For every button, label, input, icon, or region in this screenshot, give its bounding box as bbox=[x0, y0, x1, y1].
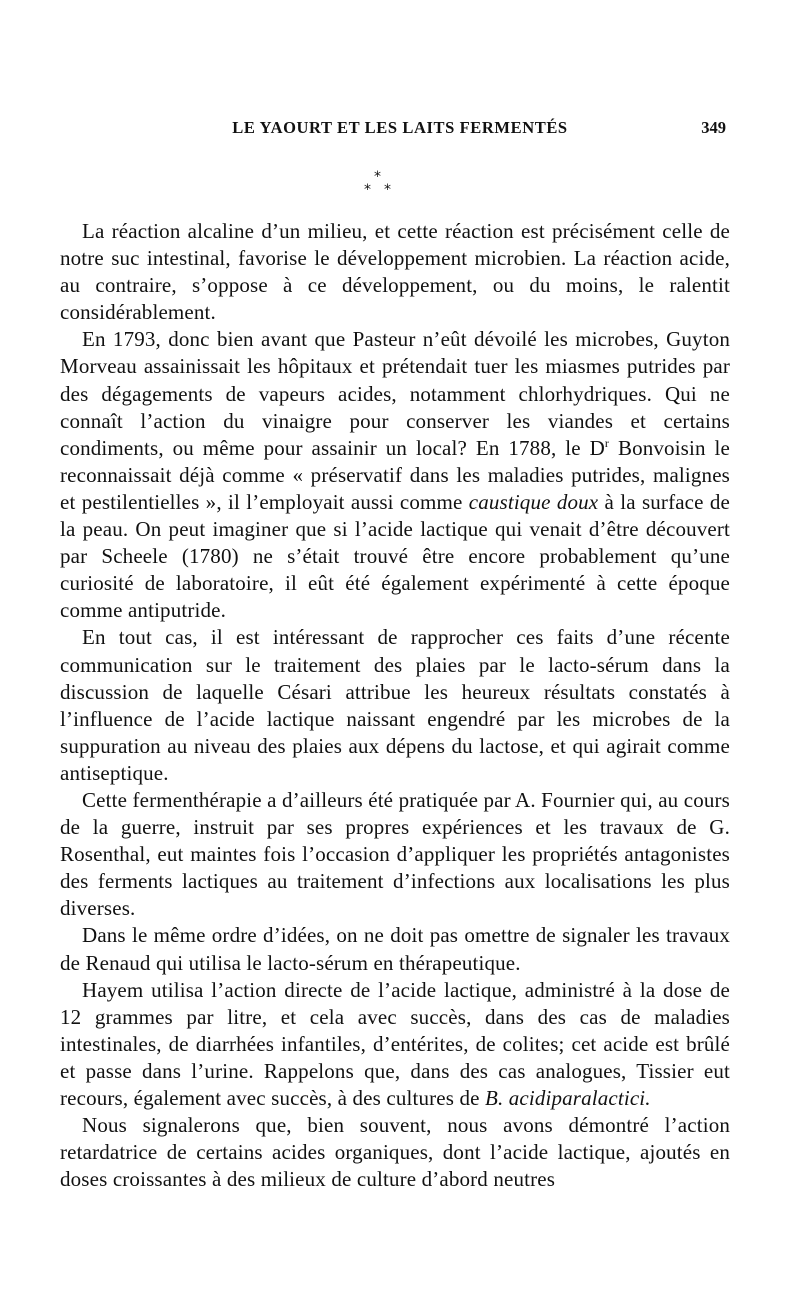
superscript-text: r bbox=[604, 435, 610, 450]
asterism-star: * bbox=[374, 169, 381, 185]
paragraph-text: En 1793, donc bien avant que Pasteur n’eût dévoilé les microbes, Guyton Morveau assainissait les hôpitaux et prétendait tuer les miasmes putrides par des dégagements de vapeurs acides, notamment chlorhydriques. Qui ne connaît l’action du vinaigre pour conserver les viandes et certains condiments, ou même pour assainir un local? En 1788, le D bbox=[60, 327, 730, 460]
asterism-star: * bbox=[384, 182, 391, 198]
body-text bbox=[60, 218, 730, 1193]
paragraph-text: à la surface de la peau. On peut imaginer que si l’acide lactique qui venait d’être découvert par Scheele (1780) ne s’était trouvé être encore probablement qu’une curiosité de laboratoire, il eût été également expérimenté à cette époque comme antiputride. bbox=[60, 489, 731, 623]
paragraph-text: La réaction alcaline d’un milieu, et cette réaction est précisément celle de notre suc intestinal, favorise le développement microbien. La réaction acide, au contraire, s’oppose à ce développement, ou du moins, le ralentit considérablement. bbox=[60, 219, 730, 325]
italic-text: caustique doux bbox=[468, 489, 599, 514]
paragraph bbox=[60, 218, 730, 326]
paragraph-text: Nous signalerons que, bien souvent, nous avons démontré l’action retardatrice de certains acides organiques, dont l’acide lactique, ajoutés en doses croissantes à des milieux de culture d’abord neutres bbox=[60, 1113, 730, 1192]
italic-text: B. acidiparalactici. bbox=[484, 1086, 651, 1110]
paragraph bbox=[60, 1112, 730, 1193]
paragraph-text: Hayem utilisa l’action directe de l’acide lactique, administré à la dose de 12 grammes par litre, et cela avec succès, dans des cas de maladies intestinales, de diarrhées infantiles, d’entérites, de colites; cet acide est brûlé et passe dans l’urine. Rappelons que, dans des cas analogues, Tissier eut recours, également avec succès, à des cultures de bbox=[60, 977, 730, 1110]
paragraph bbox=[60, 326, 730, 624]
running-head bbox=[60, 118, 740, 142]
paragraph bbox=[60, 624, 730, 787]
paragraph-text: En tout cas, il est intéressant de rapprocher ces faits d’une récente communication sur le traitement des plaies par le lacto-sérum dans la discussion de laquelle Césari attribue les heureux résultats constatés à l’influence de l’acide lactique naissant engendré par les microbes de la suppuration au niveau des plaies aux dépens du lactose, et qui agirait comme antiseptique. bbox=[60, 625, 730, 785]
page-number: 349 bbox=[701, 118, 726, 137]
paragraph-text: Dans le même ordre d’idées, on ne doit pas omettre de signaler les travaux de Renaud qui utilisa le lacto-sérum en thérapeutique. bbox=[60, 923, 730, 975]
paragraph bbox=[60, 977, 730, 1112]
paragraph-text: Cette fermenthérapie a d’ailleurs été pratiquée par A. Fournier qui, au cours de la guerre, instruit par ses propres expériences et les travaux de G. Rosenthal, eut maintes fois l’occasion d’appliquer les propriétés antagonistes des ferments lactiques au traitement d’infections aux localisations les plus diverses. bbox=[60, 787, 730, 921]
asterism-star: * bbox=[364, 182, 371, 198]
paragraph bbox=[60, 922, 730, 976]
paragraph-text: Bonvoisin le reconnaissait déjà comme « préservatif dans les maladies putrides, malignes et pestilentielles », il l’employait aussi comme bbox=[60, 435, 730, 514]
asterism-separator bbox=[360, 170, 400, 198]
running-title: LE YAOURT ET LES LAITS FERMENTÉS bbox=[232, 118, 568, 137]
paragraph bbox=[60, 787, 730, 922]
